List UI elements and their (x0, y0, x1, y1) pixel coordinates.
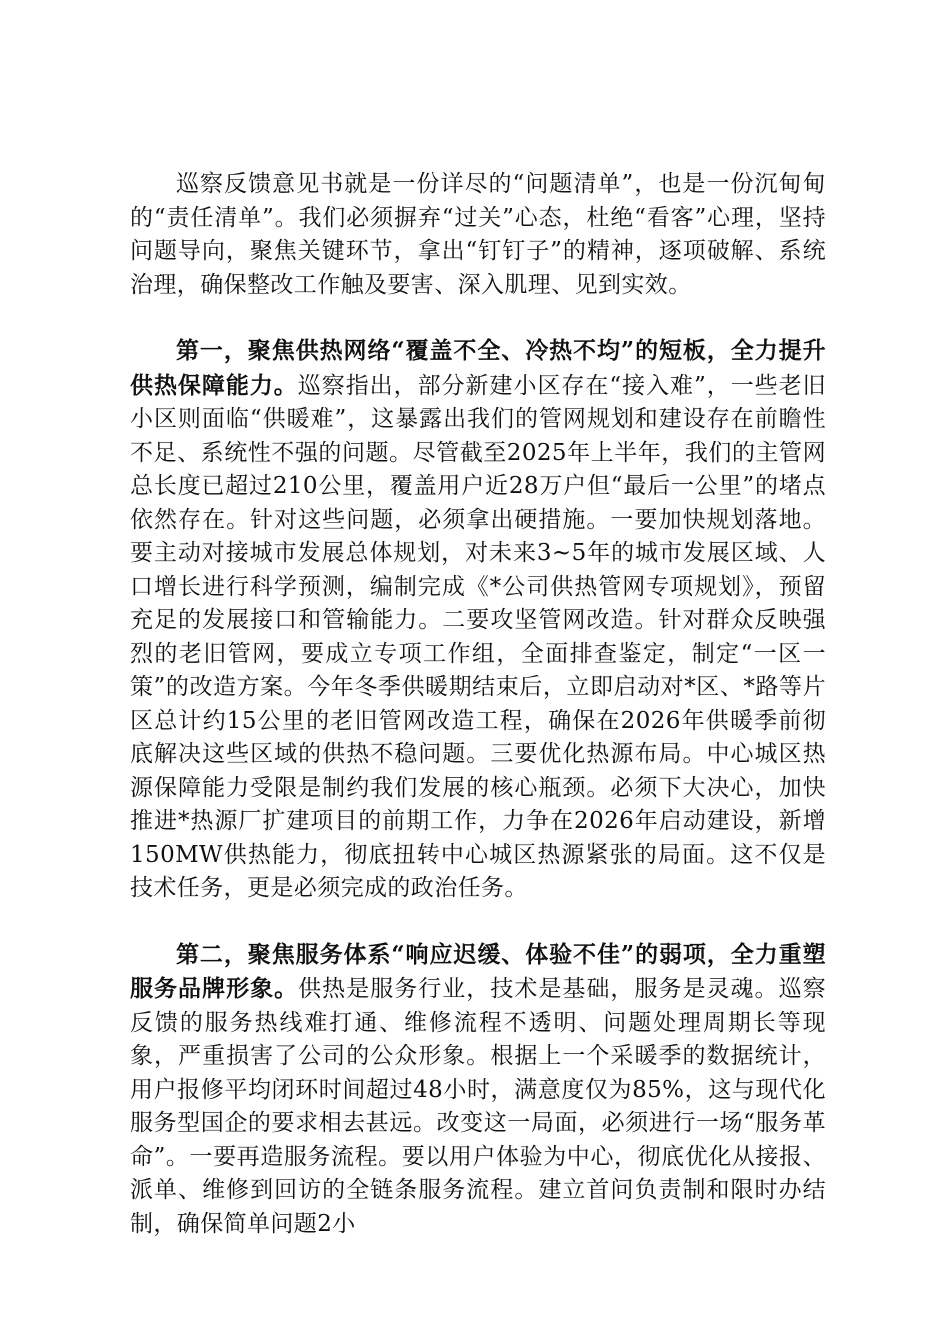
paragraph-spacer (130, 906, 826, 938)
paragraph-second-point (130, 938, 826, 1242)
paragraph-first-point-heading: 第一，聚焦供热网络“覆盖不全、冷热不均”的短板，全力提升供热保障能力。 (130, 337, 826, 399)
paragraph-first-point-text: 巡察指出，部分新建小区存在“接入难”，一些老旧小区则面临“供暖难”，这暴露出我们的管网规划和建设存在前瞻性不足、系统性不强的问题。尽管截至2025年上半年，我们的主管网总长度已超过210公里，覆盖用户近28万户但“最后一公里”的堵点依然存在。针对这些问题，必须拿出硬措施。一要加快规划落地。要主动对接城市发展总体规划，对未来3~5年的城市发展区域、人口增长进行科学预测，编制完成《*公司供热管网专项规划》，预留充足的发展接口和管输能力。二要攻坚管网改造。针对群众反映强烈的老旧管网，要成立专项工作组，全面排查鉴定，制定“一区一策”的改造方案。今年冬季供暖期结束后，立即启动对*区、*路等片区总计约15公里的老旧管网改造工程，确保在2026年供暖季前彻底解决这些区域的供热不稳问题。三要优化热源布局。中心城区热源保障能力受限是制约我们发展的核心瓶颈。必须下大决心，加快推进*热源厂扩建项目的前期工作，力争在2026年启动建设，新增150MW供热能力，彻底扭转中心城区热源紧张的局面。这不仅是技术任务，更是必须完成的政治任务。 (130, 372, 826, 901)
paragraph-spacer (130, 302, 826, 334)
paragraph-intro (130, 168, 826, 302)
paragraph-first-point (130, 334, 826, 906)
paragraph-second-point-heading: 第二，聚焦服务体系“响应迟缓、体验不佳”的弱项，全力重塑服务品牌形象。 (130, 940, 826, 1002)
paragraph-second-point-text: 供热是服务行业，技术是基础，服务是灵魂。巡察反馈的服务热线难打通、维修流程不透明、问题处理周期长等现象，严重损害了公司的公众形象。根据上一个采暖季的数据统计，用户报修平均闭环时间超过48小时，满意度仅为85%，这与现代化服务型国企的要求相去甚远。改变这一局面，必须进行一场“服务革命”。一要再造服务流程。要以用户体验为中心，彻底优化从接报、派单、维修到回访的全链条服务流程。建立首问负责制和限时办结制，确保简单问题2小 (130, 976, 826, 1237)
document-body (130, 168, 826, 1241)
paragraph-intro-text: 巡察反馈意见书就是一份详尽的“问题清单”，也是一份沉甸甸的“责任清单”。我们必须摒弃“过关”心态，杜绝“看客”心理，坚持问题导向，聚焦关键环节，拿出“钉钉子”的精神，逐项破解、系统治理，确保整改工作触及要害、深入肌理、见到实效。 (130, 171, 826, 298)
